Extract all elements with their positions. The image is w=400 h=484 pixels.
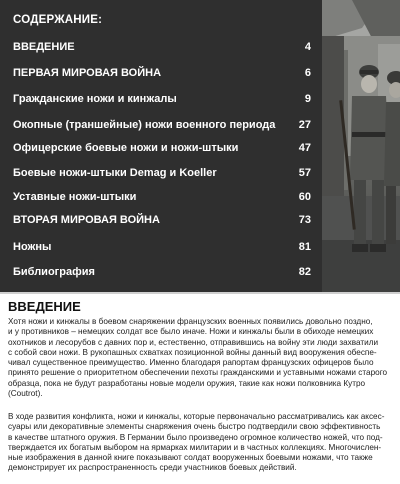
toc-entry-scabbards[interactable]	[13, 239, 311, 255]
introduction-paragraph-2	[8, 412, 394, 474]
toc-entry-title: Гражданские ножи и кинжалы	[13, 93, 177, 105]
text-line: тверждается их богатым выбором на ярмарках милитарии и в частных коллекциях. Многочислен-	[8, 442, 382, 452]
toc-entry-page: 27	[298, 119, 311, 131]
toc-entry-title: Боевые ножи-штыки Demag и Koeller	[13, 167, 217, 179]
toc-entry-ww2[interactable]	[13, 212, 311, 228]
toc-entry-officer-knives[interactable]	[13, 140, 311, 156]
toc-entry-title: ПЕРВАЯ МИРОВАЯ ВОЙНА	[13, 67, 162, 79]
text-line: (Coutrot).	[8, 389, 43, 399]
text-line: ные изображения в данной книге показывают солдат вооруженных боевыми ножами, что также	[8, 453, 373, 463]
toc-entry-page: 82	[298, 266, 311, 278]
toc-entry-page: 57	[298, 167, 311, 179]
toc-entry-title: Уставные ножи-штыки	[13, 191, 137, 203]
text-line: суары или декоративные элементы снаряжения очень быстро подтвердили свою эффективность	[8, 422, 381, 432]
toc-entry-title: Окопные (траншейные) ножи военного периода	[13, 119, 276, 131]
toc-entry-page: 81	[298, 241, 311, 253]
text-line: и у противников – немецких солдат все было иначе. Ножи и кинжалы были в обиходе немецких	[8, 327, 374, 337]
text-line: В ходе развития конфликта, ножи и кинжалы, которые первоначально рассматривались как аксес-	[8, 412, 385, 421]
text-line: принято решение о приоритетном обеспечении пехоты гражданскими и уставными ножами старого	[8, 368, 388, 378]
toc-entry-bibliography[interactable]	[13, 264, 311, 280]
toc-entry-title: Библиография	[13, 266, 95, 278]
contents-heading: СОДЕРЖАНИЕ:	[13, 14, 103, 26]
toc-entry-trench-knives[interactable]	[13, 117, 311, 133]
toc-entry-title: ВТОРАЯ МИРОВАЯ ВОЙНА	[13, 214, 160, 226]
text-line: образца, пока не будут разработаны новые модели оружия, такие как ножи полковника Кутро	[8, 378, 366, 388]
toc-entry-page: 47	[298, 142, 311, 154]
text-line: с собой свои ножи. В рукопашных схватках позиционной войны данный вид вооружения обеспе-	[8, 347, 377, 357]
toc-entry-title: Офицерские боевые ножи и ножи-штыки	[13, 142, 239, 154]
toc-entry-title: ВВЕДЕНИЕ	[13, 41, 75, 53]
toc-entry-ww1[interactable]	[13, 65, 311, 81]
toc-entry-page: 4	[304, 41, 311, 53]
text-line: в качестве штатного оружия. В Германии было произведено огромное количество ножей, что под-	[8, 432, 383, 442]
text-line: Хотя ножи и кинжалы в боевом снаряжении французских военных появились довольно поздно,	[8, 317, 373, 326]
toc-entry-regulation-bayonets[interactable]	[13, 189, 311, 205]
toc-entry-page: 60	[298, 191, 311, 203]
toc-entry-page: 6	[304, 67, 311, 79]
toc-entry-demag-koeller[interactable]	[13, 165, 311, 181]
toc-entry-civilian-knives[interactable]	[13, 91, 311, 107]
text-line: охотников и лесорубов с давних пор и, естественно, отправившись на войну эти люди захватили	[8, 337, 379, 347]
toc-entry-page: 9	[304, 93, 311, 105]
section-divider	[0, 292, 400, 294]
soldiers-photo	[322, 0, 400, 292]
text-line: чивал существенное преимущество. Именно благодаря рапортам французских офицеров было	[8, 358, 374, 368]
contents-panel	[0, 0, 322, 292]
text-line: демонстрирует их распространенность среди участников боевых действий.	[8, 463, 297, 473]
introduction-paragraph-1	[8, 317, 394, 399]
toc-entry-title: Ножны	[13, 241, 52, 253]
toc-entry-introduction[interactable]	[13, 39, 311, 55]
toc-entry-page: 73	[298, 214, 311, 226]
introduction-heading: ВВЕДЕНИЕ	[8, 299, 81, 314]
